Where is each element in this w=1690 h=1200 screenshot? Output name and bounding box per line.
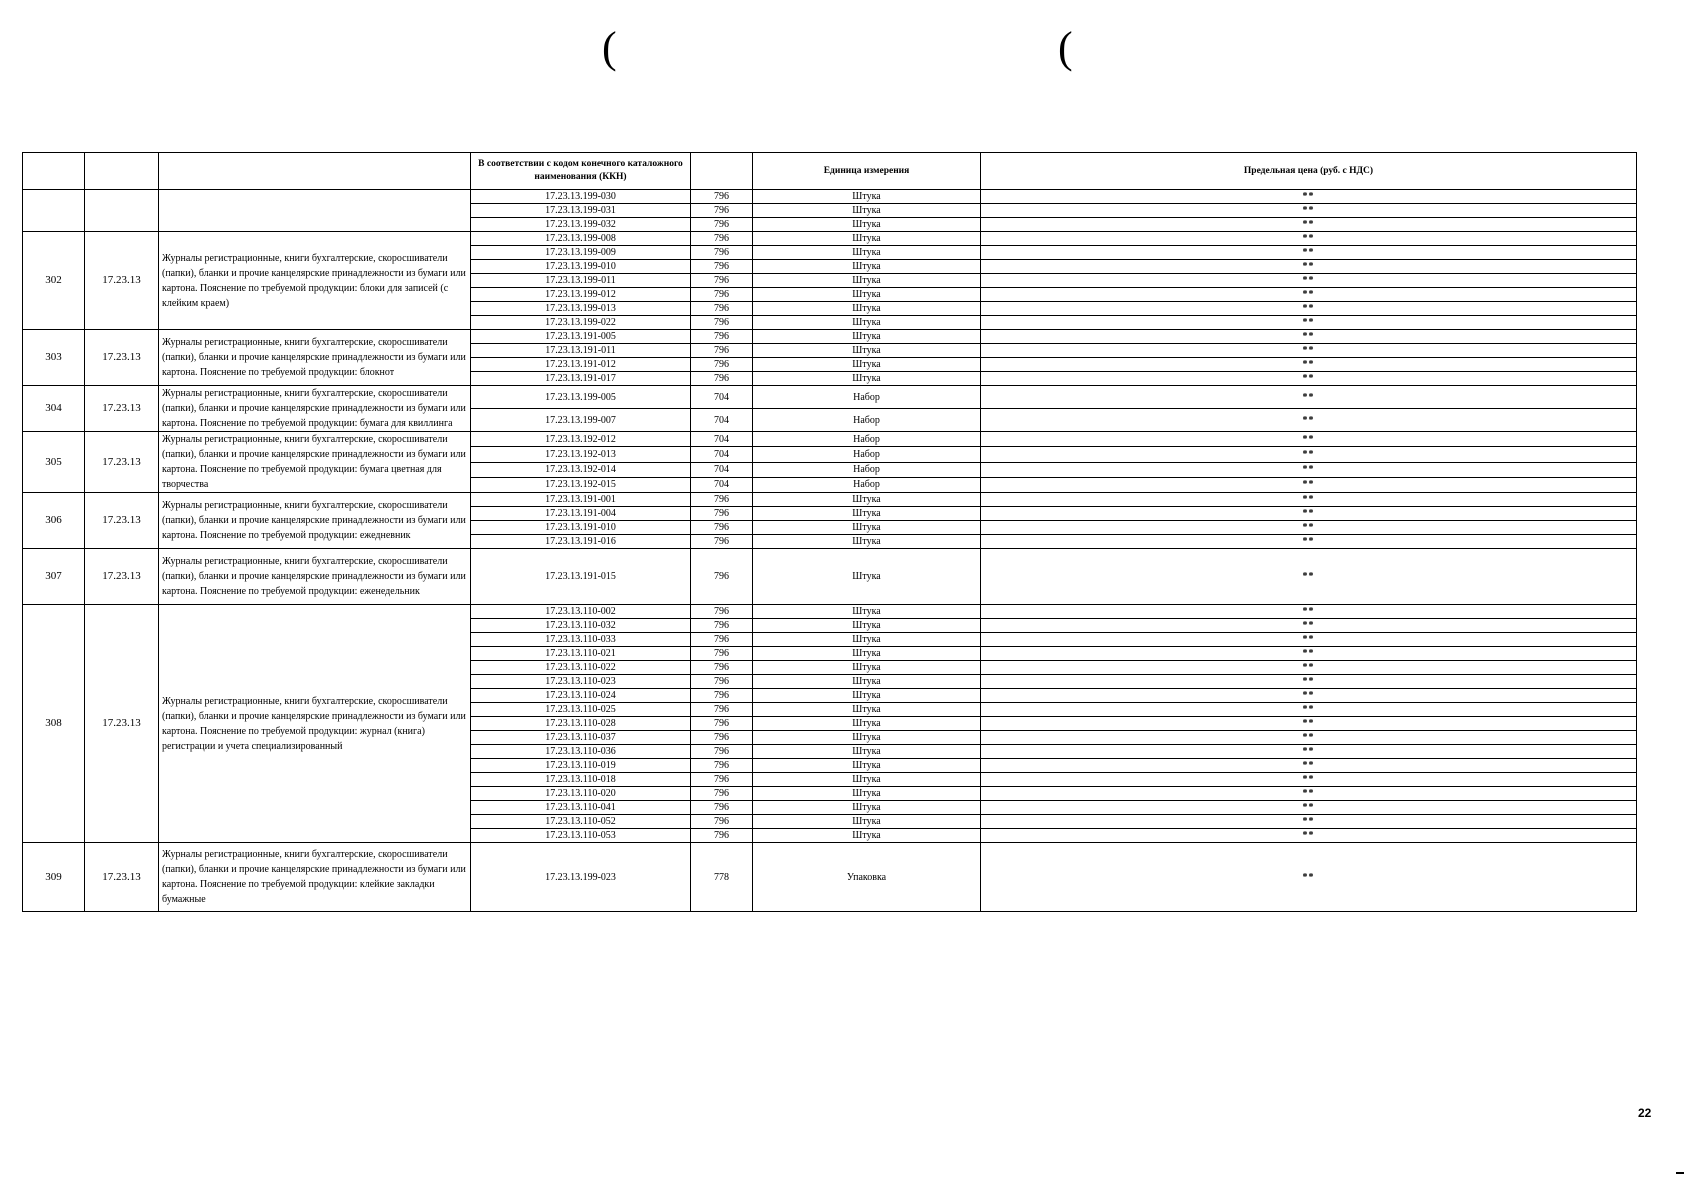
max-price: **: [981, 745, 1637, 759]
okei-code: 704: [691, 386, 753, 409]
okei-code: 796: [691, 232, 753, 246]
unit-of-measure: Штука: [753, 372, 981, 386]
item-number: 302: [23, 232, 85, 330]
max-price: **: [981, 689, 1637, 703]
max-price: **: [981, 386, 1637, 409]
unit-of-measure: Штука: [753, 316, 981, 330]
kkn-code: 17.23.13.191-016: [471, 535, 691, 549]
kkn-code: 17.23.13.199-008: [471, 232, 691, 246]
max-price: **: [981, 190, 1637, 204]
okei-code: 796: [691, 549, 753, 605]
kkn-code: 17.23.13.110-052: [471, 815, 691, 829]
unit-of-measure: Штука: [753, 204, 981, 218]
okei-code: 796: [691, 493, 753, 507]
okei-code: 796: [691, 246, 753, 260]
max-price: **: [981, 344, 1637, 358]
okpd-code: 17.23.13: [85, 843, 159, 912]
unit-of-measure: Штука: [753, 260, 981, 274]
okpd-code: 17.23.13: [85, 330, 159, 386]
kkn-code: 17.23.13.110-022: [471, 661, 691, 675]
kkn-code: 17.23.13.191-017: [471, 372, 691, 386]
max-price: **: [981, 829, 1637, 843]
kkn-code: 17.23.13.199-022: [471, 316, 691, 330]
okei-code: 796: [691, 829, 753, 843]
table-row: [23, 493, 1637, 507]
scan-corner-mark: [1676, 1172, 1684, 1174]
unit-of-measure: Штука: [753, 675, 981, 689]
unit-of-measure: Набор: [753, 386, 981, 409]
unit-of-measure: Штука: [753, 633, 981, 647]
kkn-code: 17.23.13.110-023: [471, 675, 691, 689]
unit-of-measure: Штука: [753, 759, 981, 773]
table-row: [23, 232, 1637, 246]
kkn-code: 17.23.13.191-011: [471, 344, 691, 358]
okei-code: 704: [691, 432, 753, 447]
kkn-code: 17.23.13.191-001: [471, 493, 691, 507]
okei-code: 796: [691, 358, 753, 372]
item-description: Журналы регистрационные, книги бухгалтерские, скоросшиватели (папки), бланки и прочие канцелярские принадлежности из бумаги или картона. Пояснение по требуемой продукции: бумага цветная для творчества: [159, 432, 471, 493]
unit-of-measure: Штука: [753, 773, 981, 787]
kkn-code: 17.23.13.110-036: [471, 745, 691, 759]
okei-code: 796: [691, 521, 753, 535]
okei-code: 796: [691, 787, 753, 801]
unit-of-measure: Штука: [753, 330, 981, 344]
okei-code: 796: [691, 689, 753, 703]
unit-of-measure: Штука: [753, 302, 981, 316]
max-price: **: [981, 288, 1637, 302]
header-num: [23, 153, 85, 190]
okei-code: 796: [691, 218, 753, 232]
max-price: **: [981, 675, 1637, 689]
okpd-code: 17.23.13: [85, 605, 159, 843]
max-price: **: [981, 260, 1637, 274]
item-description: Журналы регистрационные, книги бухгалтерские, скоросшиватели (папки), бланки и прочие канцелярские принадлежности из бумаги или картона. Пояснение по требуемой продукции: ежедневник: [159, 493, 471, 549]
max-price: **: [981, 447, 1637, 462]
okei-code: 796: [691, 675, 753, 689]
okei-code: 796: [691, 773, 753, 787]
kkn-code: 17.23.13.110-019: [471, 759, 691, 773]
max-price: **: [981, 218, 1637, 232]
item-number: 308: [23, 605, 85, 843]
max-price: **: [981, 535, 1637, 549]
max-price: **: [981, 358, 1637, 372]
okei-code: 796: [691, 633, 753, 647]
kkn-code: 17.23.13.199-005: [471, 386, 691, 409]
kkn-code: 17.23.13.199-011: [471, 274, 691, 288]
okei-code: 796: [691, 619, 753, 633]
item-number: 306: [23, 493, 85, 549]
okei-code: 796: [691, 605, 753, 619]
unit-of-measure: Штука: [753, 661, 981, 675]
okei-code: 796: [691, 260, 753, 274]
max-price: **: [981, 462, 1637, 477]
unit-of-measure: Штука: [753, 829, 981, 843]
unit-of-measure: Штука: [753, 274, 981, 288]
unit-of-measure: Упаковка: [753, 843, 981, 912]
kkn-code: 17.23.13.110-033: [471, 633, 691, 647]
item-number: 303: [23, 330, 85, 386]
item-description: Журналы регистрационные, книги бухгалтерские, скоросшиватели (папки), бланки и прочие канцелярские принадлежности из бумаги или картона. Пояснение по требуемой продукции: еженедельник: [159, 549, 471, 605]
kkn-code: 17.23.13.199-010: [471, 260, 691, 274]
max-price: **: [981, 204, 1637, 218]
kkn-code: 17.23.13.110-021: [471, 647, 691, 661]
unit-of-measure: Штука: [753, 717, 981, 731]
max-price: **: [981, 507, 1637, 521]
okei-code: 796: [691, 535, 753, 549]
kkn-code: 17.23.13.110-025: [471, 703, 691, 717]
max-price: **: [981, 815, 1637, 829]
max-price: **: [981, 409, 1637, 432]
header-okpd: [85, 153, 159, 190]
max-price: **: [981, 477, 1637, 492]
kkn-code: 17.23.13.199-007: [471, 409, 691, 432]
kkn-code: 17.23.13.110-032: [471, 619, 691, 633]
kkn-code: 17.23.13.199-013: [471, 302, 691, 316]
max-price: **: [981, 661, 1637, 675]
max-price: **: [981, 493, 1637, 507]
table-header-row: [23, 153, 1637, 190]
unit-of-measure: Штука: [753, 787, 981, 801]
unit-of-measure: Штука: [753, 358, 981, 372]
max-price: **: [981, 302, 1637, 316]
unit-of-measure: Штука: [753, 801, 981, 815]
kkn-code: 17.23.13.110-041: [471, 801, 691, 815]
unit-of-measure: Штука: [753, 605, 981, 619]
max-price: **: [981, 274, 1637, 288]
unit-of-measure: Штука: [753, 619, 981, 633]
kkn-code: 17.23.13.110-002: [471, 605, 691, 619]
table-row: [23, 605, 1637, 619]
kkn-code: 17.23.13.110-024: [471, 689, 691, 703]
kkn-code: 17.23.13.192-013: [471, 447, 691, 462]
kkn-code: 17.23.13.199-031: [471, 204, 691, 218]
unit-of-measure: Штука: [753, 190, 981, 204]
okei-code: 704: [691, 477, 753, 492]
max-price: **: [981, 330, 1637, 344]
item-description: Журналы регистрационные, книги бухгалтерские, скоросшиватели (папки), бланки и прочие канцелярские принадлежности из бумаги или картона. Пояснение по требуемой продукции: клейкие закладки бумажные: [159, 843, 471, 912]
okei-code: 796: [691, 731, 753, 745]
scan-bracket-left: (: [602, 23, 617, 72]
unit-of-measure: Набор: [753, 447, 981, 462]
max-price: **: [981, 521, 1637, 535]
okei-code: 796: [691, 759, 753, 773]
max-price: **: [981, 605, 1637, 619]
page-number: 22: [1638, 1106, 1652, 1120]
unit-of-measure: Штука: [753, 647, 981, 661]
okei-code: 796: [691, 204, 753, 218]
item-number: [23, 190, 85, 232]
unit-of-measure: Штука: [753, 344, 981, 358]
okei-code: 796: [691, 288, 753, 302]
max-price: **: [981, 731, 1637, 745]
okpd-code: 17.23.13: [85, 493, 159, 549]
max-price: **: [981, 232, 1637, 246]
okei-code: 796: [691, 745, 753, 759]
kkn-code: 17.23.13.199-012: [471, 288, 691, 302]
kkn-code: 17.23.13.110-053: [471, 829, 691, 843]
okei-code: 704: [691, 462, 753, 477]
okpd-code: 17.23.13: [85, 549, 159, 605]
item-description: Журналы регистрационные, книги бухгалтерские, скоросшиватели (папки), бланки и прочие канцелярские принадлежности из бумаги или картона. Пояснение по требуемой продукции: блоки для записей (с клейким краем): [159, 232, 471, 330]
table-row: [23, 432, 1637, 447]
unit-of-measure: Штука: [753, 689, 981, 703]
max-price: **: [981, 372, 1637, 386]
item-number: 305: [23, 432, 85, 493]
okpd-code: 17.23.13: [85, 432, 159, 493]
okei-code: 704: [691, 409, 753, 432]
max-price: **: [981, 316, 1637, 330]
scan-bracket-right: (: [1058, 23, 1073, 72]
table-row: [23, 549, 1637, 605]
table-row: [23, 190, 1637, 204]
unit-of-measure: Штука: [753, 535, 981, 549]
max-price: **: [981, 759, 1637, 773]
item-description: Журналы регистрационные, книги бухгалтерские, скоросшиватели (папки), бланки и прочие канцелярские принадлежности из бумаги или картона. Пояснение по требуемой продукции: блокнот: [159, 330, 471, 386]
item-number: 304: [23, 386, 85, 432]
okei-code: 796: [691, 274, 753, 288]
header-price: Предельная цена (руб. с НДС): [981, 153, 1637, 190]
okei-code: 796: [691, 344, 753, 358]
header-code: В соответствии с кодом конечного каталожного наименования (ККН): [471, 153, 691, 190]
unit-of-measure: Штука: [753, 232, 981, 246]
unit-of-measure: Штука: [753, 731, 981, 745]
unit-of-measure: Штука: [753, 493, 981, 507]
kkn-code: 17.23.13.192-014: [471, 462, 691, 477]
unit-of-measure: Штука: [753, 745, 981, 759]
okpd-code: 17.23.13: [85, 386, 159, 432]
max-price: **: [981, 246, 1637, 260]
item-description: Журналы регистрационные, книги бухгалтерские, скоросшиватели (папки), бланки и прочие канцелярские принадлежности из бумаги или картона. Пояснение по требуемой продукции: бумага для квиллинга: [159, 386, 471, 432]
kkn-code: 17.23.13.192-015: [471, 477, 691, 492]
okei-code: 796: [691, 815, 753, 829]
okei-code: 796: [691, 330, 753, 344]
okei-code: 796: [691, 801, 753, 815]
okei-code: 796: [691, 372, 753, 386]
unit-of-measure: Набор: [753, 462, 981, 477]
max-price: **: [981, 717, 1637, 731]
max-price: **: [981, 703, 1637, 717]
max-price: **: [981, 633, 1637, 647]
item-description: [159, 190, 471, 232]
okpd-code: 17.23.13: [85, 232, 159, 330]
item-number: 309: [23, 843, 85, 912]
table-row: [23, 330, 1637, 344]
kkn-code: 17.23.13.191-012: [471, 358, 691, 372]
max-price: **: [981, 843, 1637, 912]
okei-code: 796: [691, 190, 753, 204]
kkn-code: 17.23.13.199-032: [471, 218, 691, 232]
kkn-code: 17.23.13.110-037: [471, 731, 691, 745]
max-price: **: [981, 801, 1637, 815]
okei-code: 796: [691, 647, 753, 661]
unit-of-measure: Набор: [753, 409, 981, 432]
table-row: [23, 843, 1637, 912]
unit-of-measure: Штука: [753, 521, 981, 535]
okei-code: 778: [691, 843, 753, 912]
unit-of-measure: Набор: [753, 477, 981, 492]
unit-of-measure: Штука: [753, 703, 981, 717]
max-price: **: [981, 619, 1637, 633]
okei-code: 704: [691, 447, 753, 462]
max-price: **: [981, 787, 1637, 801]
kkn-code: 17.23.13.110-018: [471, 773, 691, 787]
max-price: **: [981, 773, 1637, 787]
header-okei: [691, 153, 753, 190]
okei-code: 796: [691, 302, 753, 316]
okei-code: 796: [691, 661, 753, 675]
okei-code: 796: [691, 717, 753, 731]
item-number: 307: [23, 549, 85, 605]
item-description: Журналы регистрационные, книги бухгалтерские, скоросшиватели (папки), бланки и прочие канцелярские принадлежности из бумаги или картона. Пояснение по требуемой продукции: журнал (книга) регистрации и учета специализированный: [159, 605, 471, 843]
okpd-code: [85, 190, 159, 232]
unit-of-measure: Набор: [753, 432, 981, 447]
unit-of-measure: Штука: [753, 507, 981, 521]
max-price: **: [981, 432, 1637, 447]
kkn-code: 17.23.13.191-015: [471, 549, 691, 605]
kkn-code: 17.23.13.110-020: [471, 787, 691, 801]
unit-of-measure: Штука: [753, 218, 981, 232]
header-unit: Единица измерения: [753, 153, 981, 190]
okei-code: 796: [691, 316, 753, 330]
unit-of-measure: Штука: [753, 246, 981, 260]
kkn-code: 17.23.13.199-009: [471, 246, 691, 260]
kkn-code: 17.23.13.191-010: [471, 521, 691, 535]
kkn-code: 17.23.13.191-004: [471, 507, 691, 521]
header-desc: [159, 153, 471, 190]
kkn-code: 17.23.13.199-023: [471, 843, 691, 912]
okei-code: 796: [691, 703, 753, 717]
max-price: **: [981, 647, 1637, 661]
kkn-code: 17.23.13.110-028: [471, 717, 691, 731]
max-price: **: [981, 549, 1637, 605]
unit-of-measure: Штука: [753, 549, 981, 605]
price-table: [22, 152, 1637, 912]
table-row: [23, 386, 1637, 409]
okei-code: 796: [691, 507, 753, 521]
unit-of-measure: Штука: [753, 815, 981, 829]
kkn-code: 17.23.13.191-005: [471, 330, 691, 344]
table-body: [23, 190, 1637, 912]
kkn-code: 17.23.13.192-012: [471, 432, 691, 447]
unit-of-measure: Штука: [753, 288, 981, 302]
kkn-code: 17.23.13.199-030: [471, 190, 691, 204]
